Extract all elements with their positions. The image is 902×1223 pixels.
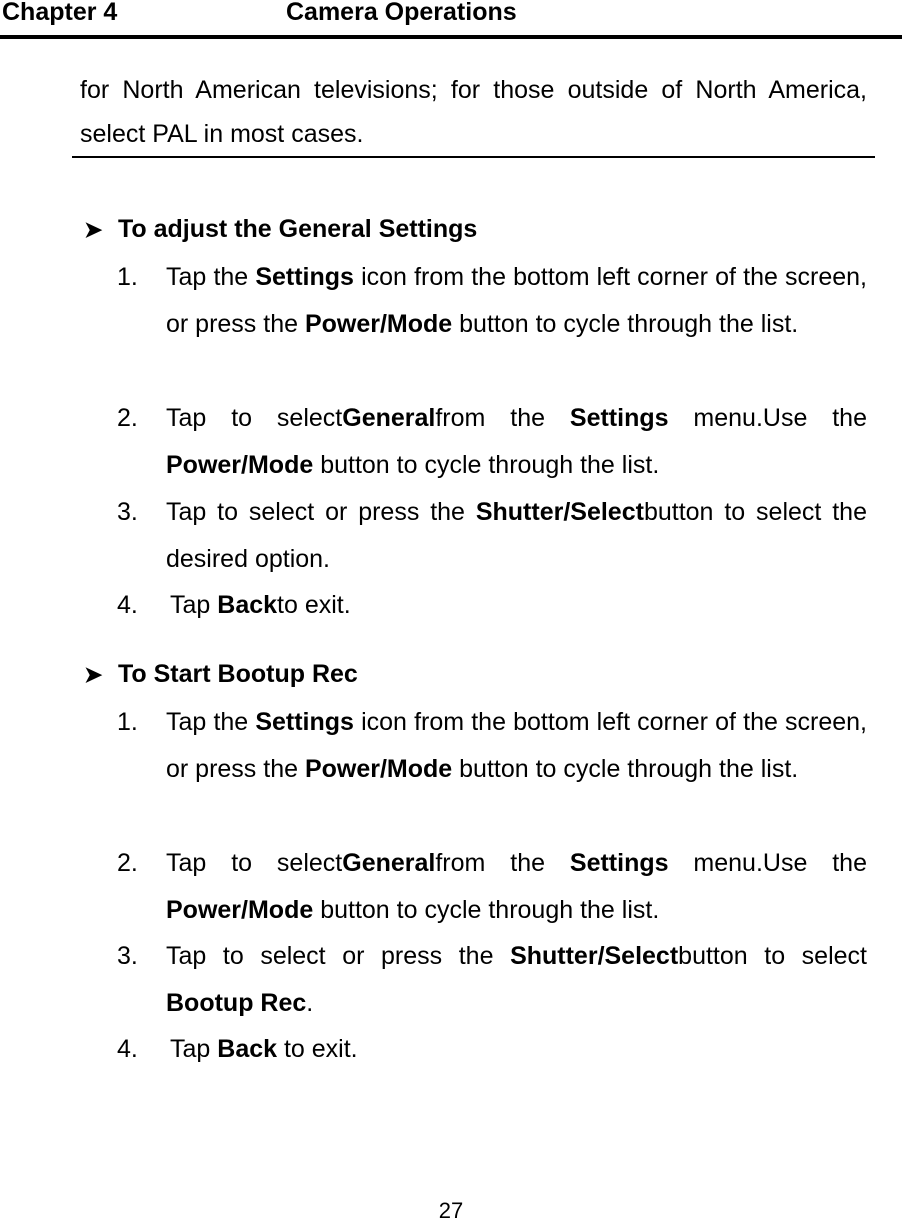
- page-header: [0, 0, 902, 27]
- section-heading-general-settings: [84, 214, 477, 245]
- step-keyword: Power/Mode: [166, 896, 314, 924]
- step-text-part: to exit.: [277, 591, 351, 619]
- step-item: [117, 254, 867, 348]
- step-text: [170, 1026, 867, 1073]
- step-text: [166, 395, 867, 489]
- step-keyword: Settings: [255, 708, 354, 736]
- step-text-part: button to cycle through the list.: [313, 896, 660, 924]
- step-item: [117, 699, 867, 793]
- step-keyword: Back: [217, 591, 278, 619]
- step-number: 3.: [117, 942, 138, 970]
- step-item: [117, 489, 867, 583]
- step-text: [166, 840, 867, 934]
- arrow-bullet-icon: ➤: [84, 662, 103, 687]
- step-keyword: General: [342, 849, 436, 877]
- step-keyword: Settings: [255, 263, 354, 291]
- step-text-part: button to cycle through the list.: [313, 451, 660, 479]
- step-text-part: Tap the: [166, 708, 256, 736]
- step-text-part: Tap to select or press the: [166, 942, 511, 970]
- step-text-part: Tap to select or press the: [166, 498, 476, 526]
- step-text-part: Tap: [170, 591, 218, 619]
- step-text: [166, 489, 867, 583]
- step-number: 2.: [117, 404, 138, 432]
- step-text-part: .: [306, 989, 314, 1017]
- step-keyword: Power/Mode: [304, 755, 453, 783]
- step-text-part: to exit.: [277, 1035, 358, 1063]
- step-item: [117, 840, 867, 934]
- step-number: 1.: [117, 708, 138, 736]
- step-keyword: Settings: [569, 404, 669, 432]
- step-text-part: menu.Use the: [668, 404, 867, 432]
- chapter-label: Chapter 4: [2, 0, 118, 26]
- step-text: [166, 254, 867, 348]
- step-text: [170, 582, 867, 629]
- step-text-part: Tap to select: [166, 404, 343, 432]
- step-text-part: button to select the desired option.: [166, 498, 867, 573]
- step-keyword: Power/Mode: [166, 451, 314, 479]
- step-number: 1.: [117, 263, 138, 291]
- step-text-part: from the: [435, 404, 570, 432]
- section-heading-bootup-rec: [84, 659, 358, 690]
- step-text-part: icon from the bottom left corner of the screen, or press the: [166, 263, 867, 338]
- step-number: 3.: [117, 498, 138, 526]
- step-text: [166, 699, 867, 793]
- step-text-part: Tap the: [166, 263, 256, 291]
- intro-divider: [72, 156, 875, 158]
- step-text-part: button to select: [678, 942, 867, 970]
- step-item: [117, 582, 867, 629]
- header-divider: [0, 35, 902, 39]
- step-keyword: Back: [217, 1035, 278, 1063]
- step-text-part: Tap: [170, 1035, 218, 1063]
- intro-paragraph: for North American televisions; for those outside of North America, select PAL in most cases.: [80, 76, 867, 148]
- step-keyword: Shutter/Select: [475, 498, 644, 526]
- step-keyword: Bootup Rec: [166, 989, 307, 1017]
- step-text: [166, 933, 867, 1027]
- arrow-bullet-icon: ➤: [84, 217, 103, 242]
- step-text-part: button to cycle through the list.: [452, 310, 799, 338]
- step-text-part: menu.Use the: [668, 849, 867, 877]
- section-heading-text: To adjust the General Settings: [118, 215, 478, 243]
- step-text-part: icon from the bottom left corner of the screen, or press the: [166, 708, 867, 783]
- step-keyword: General: [342, 404, 436, 432]
- step-number: 2.: [117, 849, 138, 877]
- step-keyword: Power/Mode: [304, 310, 453, 338]
- step-item: [117, 1026, 867, 1073]
- step-text-part: from the: [435, 849, 570, 877]
- section-heading-text: To Start Bootup Rec: [118, 660, 358, 688]
- step-keyword: Shutter/Select: [510, 942, 679, 970]
- step-item: [117, 933, 867, 1027]
- step-number: 4.: [117, 1035, 138, 1063]
- step-text-part: button to cycle through the list.: [452, 755, 799, 783]
- step-text-part: Tap to select: [166, 849, 343, 877]
- step-item: [117, 395, 867, 489]
- chapter-title: Camera Operations: [286, 0, 517, 26]
- step-number: 4.: [117, 591, 138, 619]
- page-number: 27: [438, 1198, 464, 1223]
- step-keyword: Settings: [569, 849, 669, 877]
